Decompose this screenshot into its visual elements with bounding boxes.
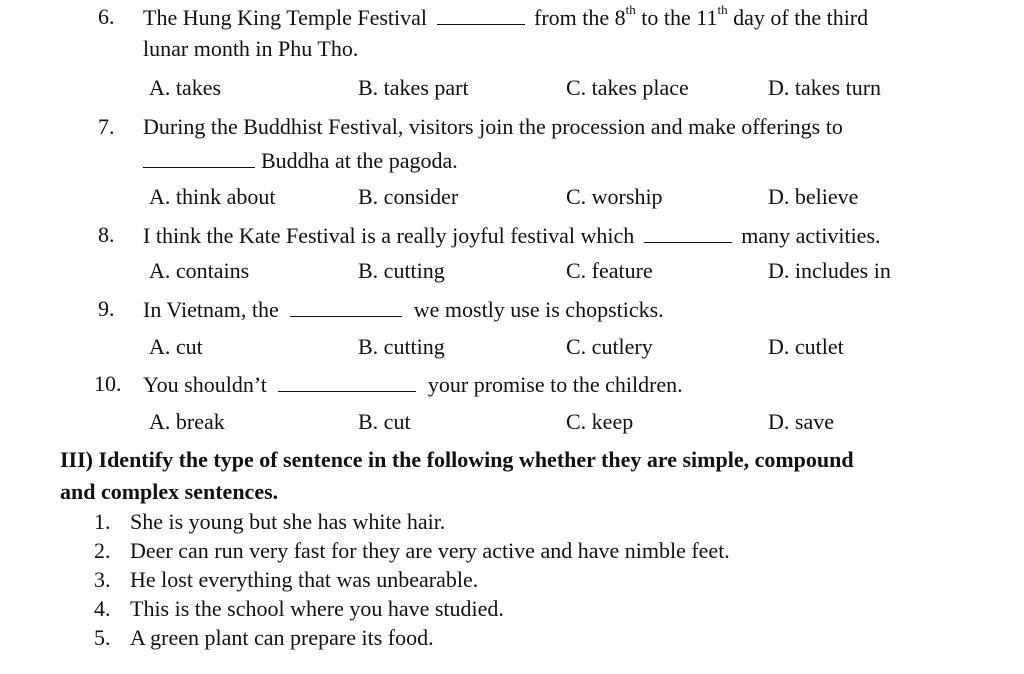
question-text: [143, 224, 881, 247]
option-d: D. cutlet: [768, 334, 844, 359]
list-item-number: 4.: [94, 596, 111, 621]
question-text-before-blank: In Vietnam, the: [143, 297, 279, 322]
option-a: A. contains: [149, 258, 250, 283]
option-c: C. cutlery: [566, 334, 653, 359]
option-c: C. worship: [566, 184, 663, 209]
list-item: A green plant can prepare its food.: [130, 625, 434, 650]
ordinal-suffix: th: [625, 1, 636, 17]
list-item-number: 5.: [94, 625, 111, 650]
option-c: C. feature: [566, 258, 653, 283]
question-number: 7.: [98, 114, 115, 139]
question-number: 6.: [98, 4, 115, 29]
question-text-after-blank: we mostly use is chopsticks.: [413, 297, 664, 322]
option-b: B. consider: [358, 184, 459, 209]
list-item: This is the school where you have studied.: [130, 596, 504, 621]
question-text-after-blank: day of the third: [727, 5, 869, 30]
list-item: She is young but she has white hair.: [130, 509, 446, 534]
option-a: A. think about: [149, 184, 276, 209]
section-heading-line2: and complex sentences.: [60, 479, 279, 504]
question-number: 10.: [94, 371, 122, 396]
question-text-before-blank: I think the Kate Festival is a really joyful festival which: [143, 223, 635, 248]
section-heading: III) Identify the type of sentence in the following whether they are simple, compound: [60, 447, 854, 472]
question-text-before-blank: You shouldn’t: [143, 372, 267, 397]
question-number: 9.: [98, 296, 115, 321]
question-text: [143, 373, 683, 396]
answer-blank: [290, 298, 402, 317]
option-b: B. cutting: [358, 258, 445, 283]
answer-blank: [437, 6, 525, 25]
option-a: A. takes: [149, 75, 222, 100]
question-text-after-blank: your promise to the children.: [427, 372, 683, 397]
question-text-before-blank: The Hung King Temple Festival: [143, 5, 428, 30]
option-a: A. cut: [149, 334, 203, 359]
list-item-number: 1.: [94, 509, 111, 534]
list-item-number: 2.: [94, 538, 111, 563]
question-text: [143, 1, 869, 30]
question-text-line2: [143, 149, 458, 172]
option-d: D. believe: [768, 184, 859, 209]
list-item: He lost everything that was unbearable.: [130, 567, 479, 592]
option-d: D. save: [768, 409, 834, 434]
answer-blank: [644, 224, 732, 243]
option-d: D. includes in: [768, 258, 891, 283]
question-text-line2: lunar month in Phu Tho.: [143, 36, 359, 61]
question-text-after-blank: many activities.: [741, 223, 881, 248]
option-c: C. keep: [566, 409, 634, 434]
option-b: B. takes part: [358, 75, 469, 100]
option-b: B. cut: [358, 409, 411, 434]
question-text-after-blank: to the 11: [635, 5, 718, 30]
question-number: 8.: [98, 222, 115, 247]
option-d: D. takes turn: [768, 75, 882, 100]
option-a: A. break: [149, 409, 225, 434]
list-item: Deer can run very fast for they are very active and have nimble feet.: [130, 538, 730, 563]
answer-blank: [143, 149, 255, 168]
list-item-number: 3.: [94, 567, 111, 592]
question-text-after-blank: Buddha at the pagoda.: [261, 148, 458, 173]
ordinal-suffix: th: [717, 1, 728, 17]
question-text: [143, 298, 664, 321]
option-c: C. takes place: [566, 75, 689, 100]
answer-blank: [278, 373, 416, 392]
option-b: B. cutting: [358, 334, 445, 359]
question-text: During the Buddhist Festival, visitors join the procession and make offerings to: [143, 114, 843, 139]
question-text-after-blank: from the 8: [534, 5, 626, 30]
